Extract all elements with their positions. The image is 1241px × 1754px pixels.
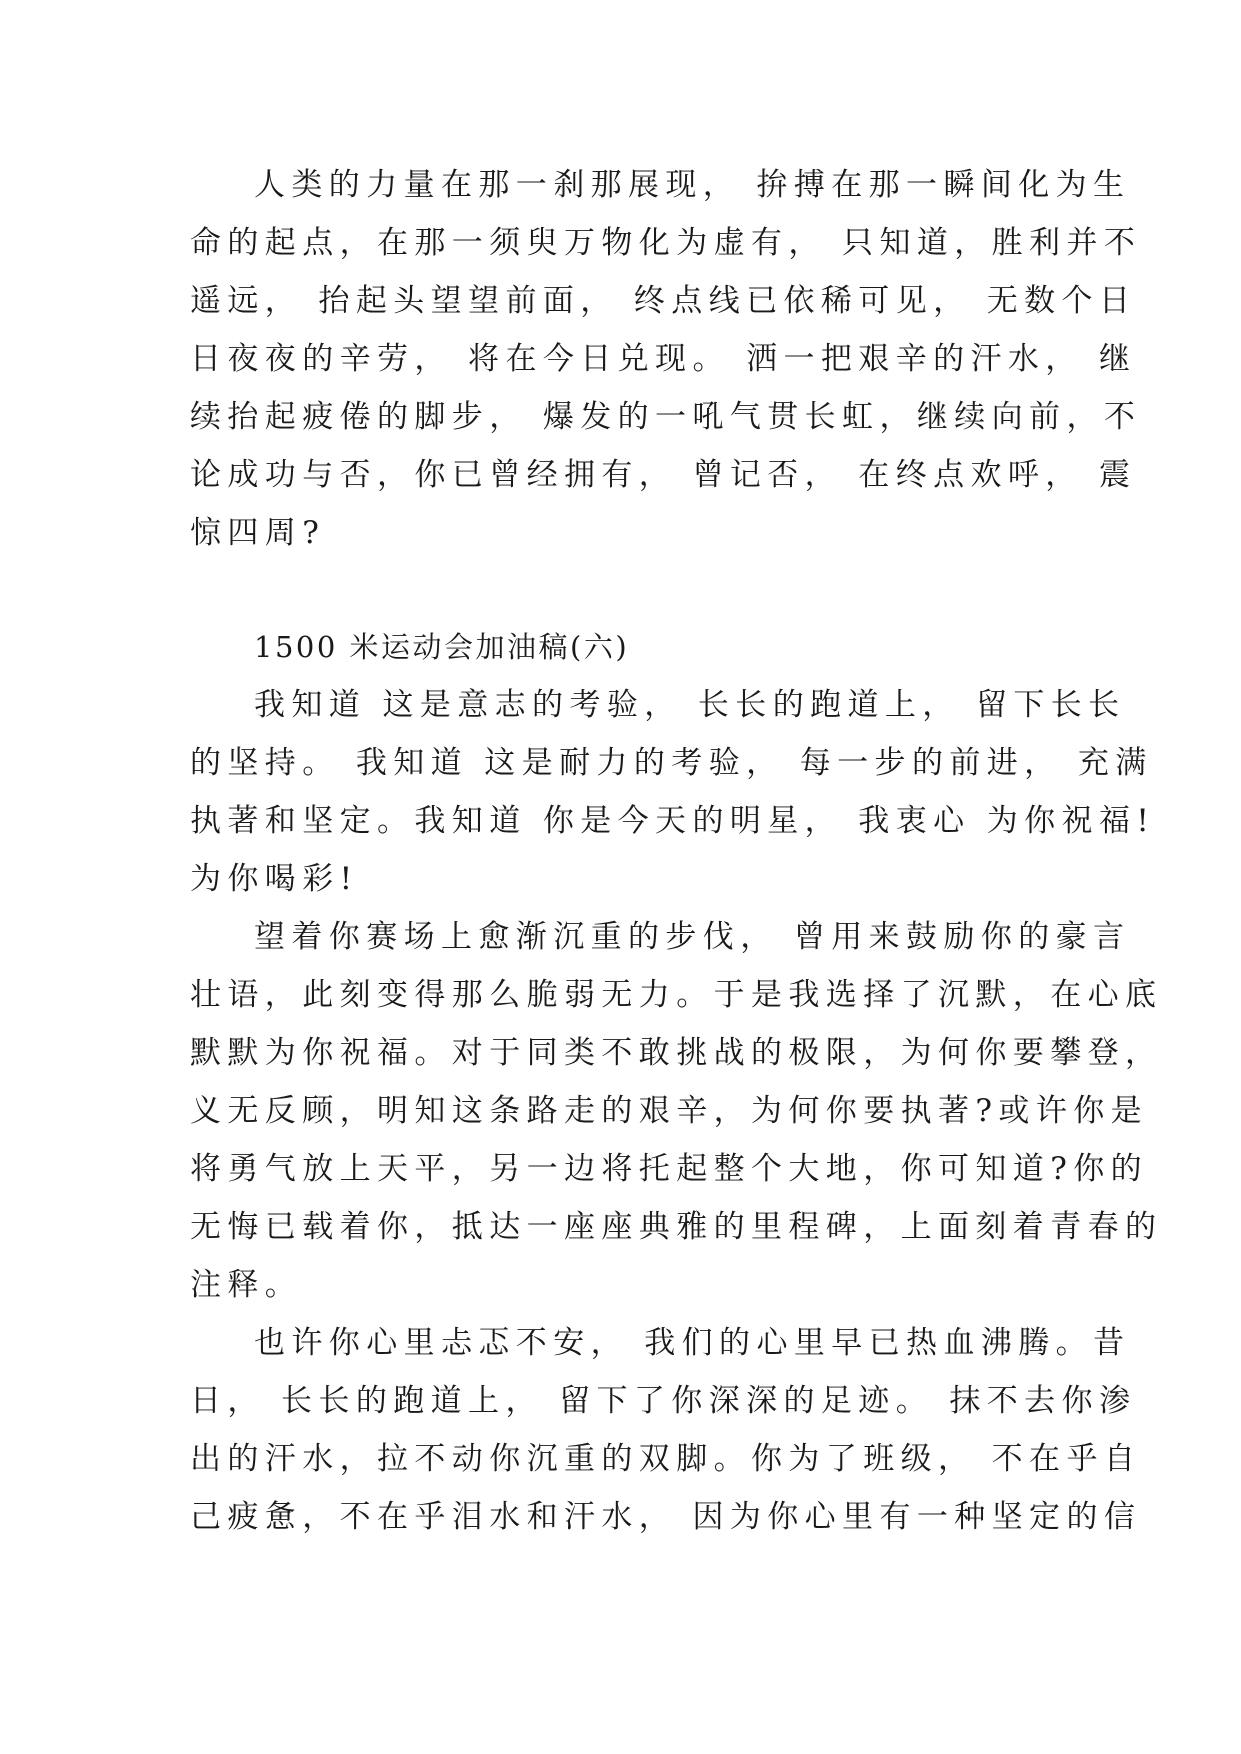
- paragraph: [190, 156, 1142, 562]
- paragraph: [190, 908, 1163, 1314]
- text-line: 己疲惫，不在乎泪水和汗水， 因为你心里有一种坚定的信: [190, 1499, 1142, 1535]
- text-line: 执著和坚定。我知道 你是今天的明星， 我衷心 为你祝福!: [190, 803, 1156, 839]
- text-line: 遥远， 抬起头望望前面， 终点线已依稀可见， 无数个日: [190, 283, 1137, 319]
- section-1: [190, 156, 1142, 562]
- text-line: 日夜夜的辛劳， 将在今日兑现。 洒一把艰辛的汗水， 继: [190, 341, 1137, 377]
- text-line: 为你喝彩!: [190, 861, 359, 897]
- text-line: 我知道 这是意志的考验， 长长的跑道上， 留下长长: [254, 687, 1126, 723]
- text-line: 将勇气放上天平，另一边将托起整个大地，你可知道?你的: [190, 1151, 1149, 1187]
- text-line: 论成功与否，你已曾经拥有， 曾记否， 在终点欢呼， 震: [190, 457, 1137, 493]
- section-2: [190, 618, 1163, 1546]
- text-line: 壮语，此刻变得那么脆弱无力。于是我选择了沉默，在心底: [190, 977, 1163, 1013]
- text-line: 的坚持。 我知道 这是耐力的考验， 每一步的前进， 充满: [190, 745, 1153, 781]
- paragraph: [190, 676, 1156, 908]
- text-line: 无悔已载着你，抵达一座座典雅的里程碑，上面刻着青春的: [190, 1209, 1163, 1245]
- paragraph: [190, 1314, 1142, 1546]
- text-line: 出的汗水，拉不动你沉重的双脚。你为了班级， 不在乎自: [190, 1441, 1142, 1477]
- text-line: 续抬起疲倦的脚步， 爆发的一吼气贯长虹，继续向前，不: [190, 399, 1142, 435]
- text-line: 人类的力量在那一刹那展现， 拚搏在那一瞬间化为生: [254, 167, 1131, 203]
- section-title: 1500 米运动会加油稿(六): [254, 630, 630, 664]
- text-line: 默默为你祝福。对于同类不敢挑战的极限，为何你要攀登，: [190, 1035, 1163, 1071]
- text-line: 惊四周?: [190, 515, 326, 551]
- text-line: 望着你赛场上愈渐沉重的步伐， 曾用来鼓励你的豪言: [254, 919, 1131, 955]
- text-line: 命的起点，在那一须臾万物化为虚有， 只知道，胜利并不: [190, 225, 1142, 261]
- text-line: 注释。: [190, 1267, 303, 1303]
- text-line: 也许你心里忐忑不安， 我们的心里早已热血沸腾。昔: [254, 1325, 1131, 1361]
- text-line: 日， 长长的跑道上， 留下了你深深的足迹。 抹不去你渗: [190, 1383, 1137, 1419]
- text-line: 义无反顾，明知这条路走的艰辛，为何你要执著?或许你是: [190, 1093, 1149, 1129]
